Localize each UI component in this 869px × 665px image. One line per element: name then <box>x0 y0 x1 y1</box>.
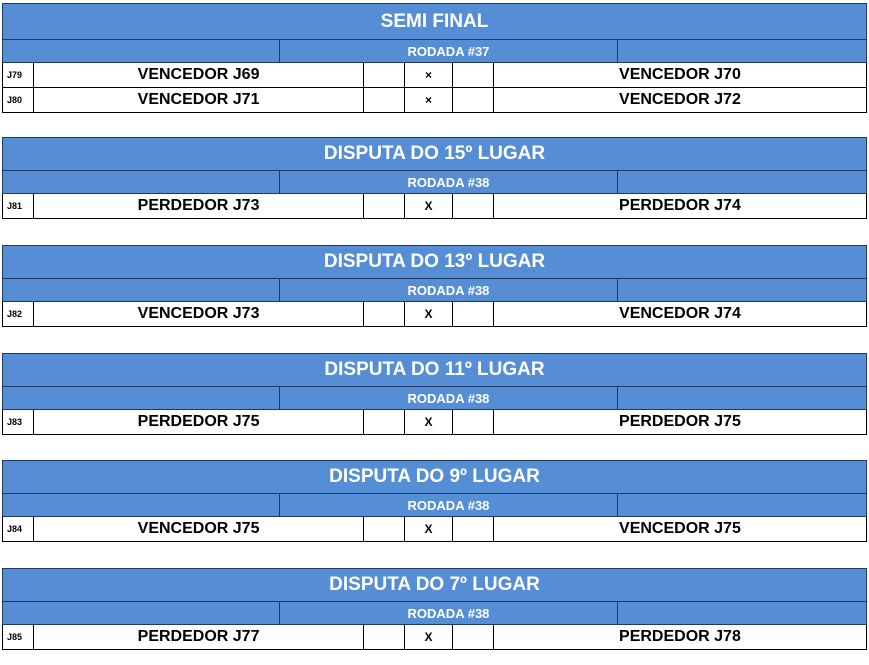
away-score-cell <box>453 63 494 87</box>
section-9th-place <box>2 460 867 542</box>
home-team: VENCEDOR J75 <box>34 517 364 541</box>
section-title: DISPUTA DO 13º LUGAR <box>2 245 867 279</box>
home-score-cell <box>364 517 405 541</box>
round-label: RODADA #38 <box>280 279 617 301</box>
section-title: DISPUTA DO 15º LUGAR <box>2 137 867 171</box>
home-team: VENCEDOR J69 <box>34 63 364 87</box>
away-team: VENCEDOR J74 <box>619 305 741 322</box>
section-15th-place <box>2 137 867 219</box>
match-row <box>2 410 867 435</box>
match-row <box>2 517 867 542</box>
round-cell-empty <box>618 40 866 62</box>
section-title: DISPUTA DO 11º LUGAR <box>2 353 867 387</box>
versus-mark: X <box>405 302 453 326</box>
match-code: J85 <box>3 625 34 649</box>
away-team: PERDEDOR J74 <box>619 197 741 214</box>
match-row <box>2 63 867 88</box>
round-cell-empty <box>3 387 280 409</box>
away-score-cell <box>453 517 494 541</box>
round-label: RODADA #38 <box>280 171 617 193</box>
home-team: VENCEDOR J73 <box>34 302 364 326</box>
round-row <box>2 171 867 194</box>
home-team: PERDEDOR J77 <box>34 625 364 649</box>
round-label: RODADA #38 <box>280 602 617 624</box>
home-score-cell <box>364 194 405 218</box>
round-cell-empty <box>618 279 866 301</box>
round-cell-empty <box>3 40 280 62</box>
versus-mark: × <box>405 63 453 87</box>
section-semi-final <box>2 3 867 113</box>
away-team: VENCEDOR J75 <box>619 520 741 537</box>
round-row <box>2 494 867 517</box>
round-label: RODADA #37 <box>280 40 617 62</box>
home-team: VENCEDOR J71 <box>34 88 364 112</box>
round-row <box>2 387 867 410</box>
away-score-cell <box>453 302 494 326</box>
round-row <box>2 40 867 63</box>
match-code: J79 <box>3 63 34 87</box>
match-code: J80 <box>3 88 34 112</box>
match-code: J82 <box>3 302 34 326</box>
section-title: DISPUTA DO 7º LUGAR <box>2 568 867 602</box>
versus-mark: × <box>405 88 453 112</box>
away-score-cell <box>453 625 494 649</box>
home-score-cell <box>364 410 405 434</box>
round-cell-empty <box>618 387 866 409</box>
match-code: J83 <box>3 410 34 434</box>
versus-mark: X <box>405 194 453 218</box>
away-team: VENCEDOR J70 <box>619 66 741 83</box>
away-team: VENCEDOR J72 <box>619 91 741 108</box>
versus-mark: X <box>405 410 453 434</box>
section-7th-place <box>2 568 867 650</box>
away-score-cell <box>453 194 494 218</box>
match-code: J84 <box>3 517 34 541</box>
round-cell-empty <box>3 494 280 516</box>
round-cell-empty <box>618 602 866 624</box>
section-13th-place <box>2 245 867 327</box>
round-cell-empty <box>618 494 866 516</box>
home-score-cell <box>364 88 405 112</box>
away-team: PERDEDOR J78 <box>619 628 741 645</box>
round-label: RODADA #38 <box>280 494 617 516</box>
section-11th-place <box>2 353 867 435</box>
away-team: PERDEDOR J75 <box>619 413 741 430</box>
round-row <box>2 602 867 625</box>
home-score-cell <box>364 625 405 649</box>
round-cell-empty <box>3 171 280 193</box>
match-row <box>2 88 867 113</box>
match-row <box>2 302 867 327</box>
home-score-cell <box>364 63 405 87</box>
match-row <box>2 194 867 219</box>
section-title: DISPUTA DO 9º LUGAR <box>2 460 867 494</box>
away-score-cell <box>453 410 494 434</box>
match-code: J81 <box>3 194 34 218</box>
home-score-cell <box>364 302 405 326</box>
round-row <box>2 279 867 302</box>
round-label: RODADA #38 <box>280 387 617 409</box>
round-cell-empty <box>3 279 280 301</box>
home-team: PERDEDOR J75 <box>34 410 364 434</box>
away-score-cell <box>453 88 494 112</box>
versus-mark: X <box>405 517 453 541</box>
round-cell-empty <box>3 602 280 624</box>
home-team: PERDEDOR J73 <box>34 194 364 218</box>
round-cell-empty <box>618 171 866 193</box>
section-title: SEMI FINAL <box>2 3 867 40</box>
versus-mark: X <box>405 625 453 649</box>
match-row <box>2 625 867 650</box>
